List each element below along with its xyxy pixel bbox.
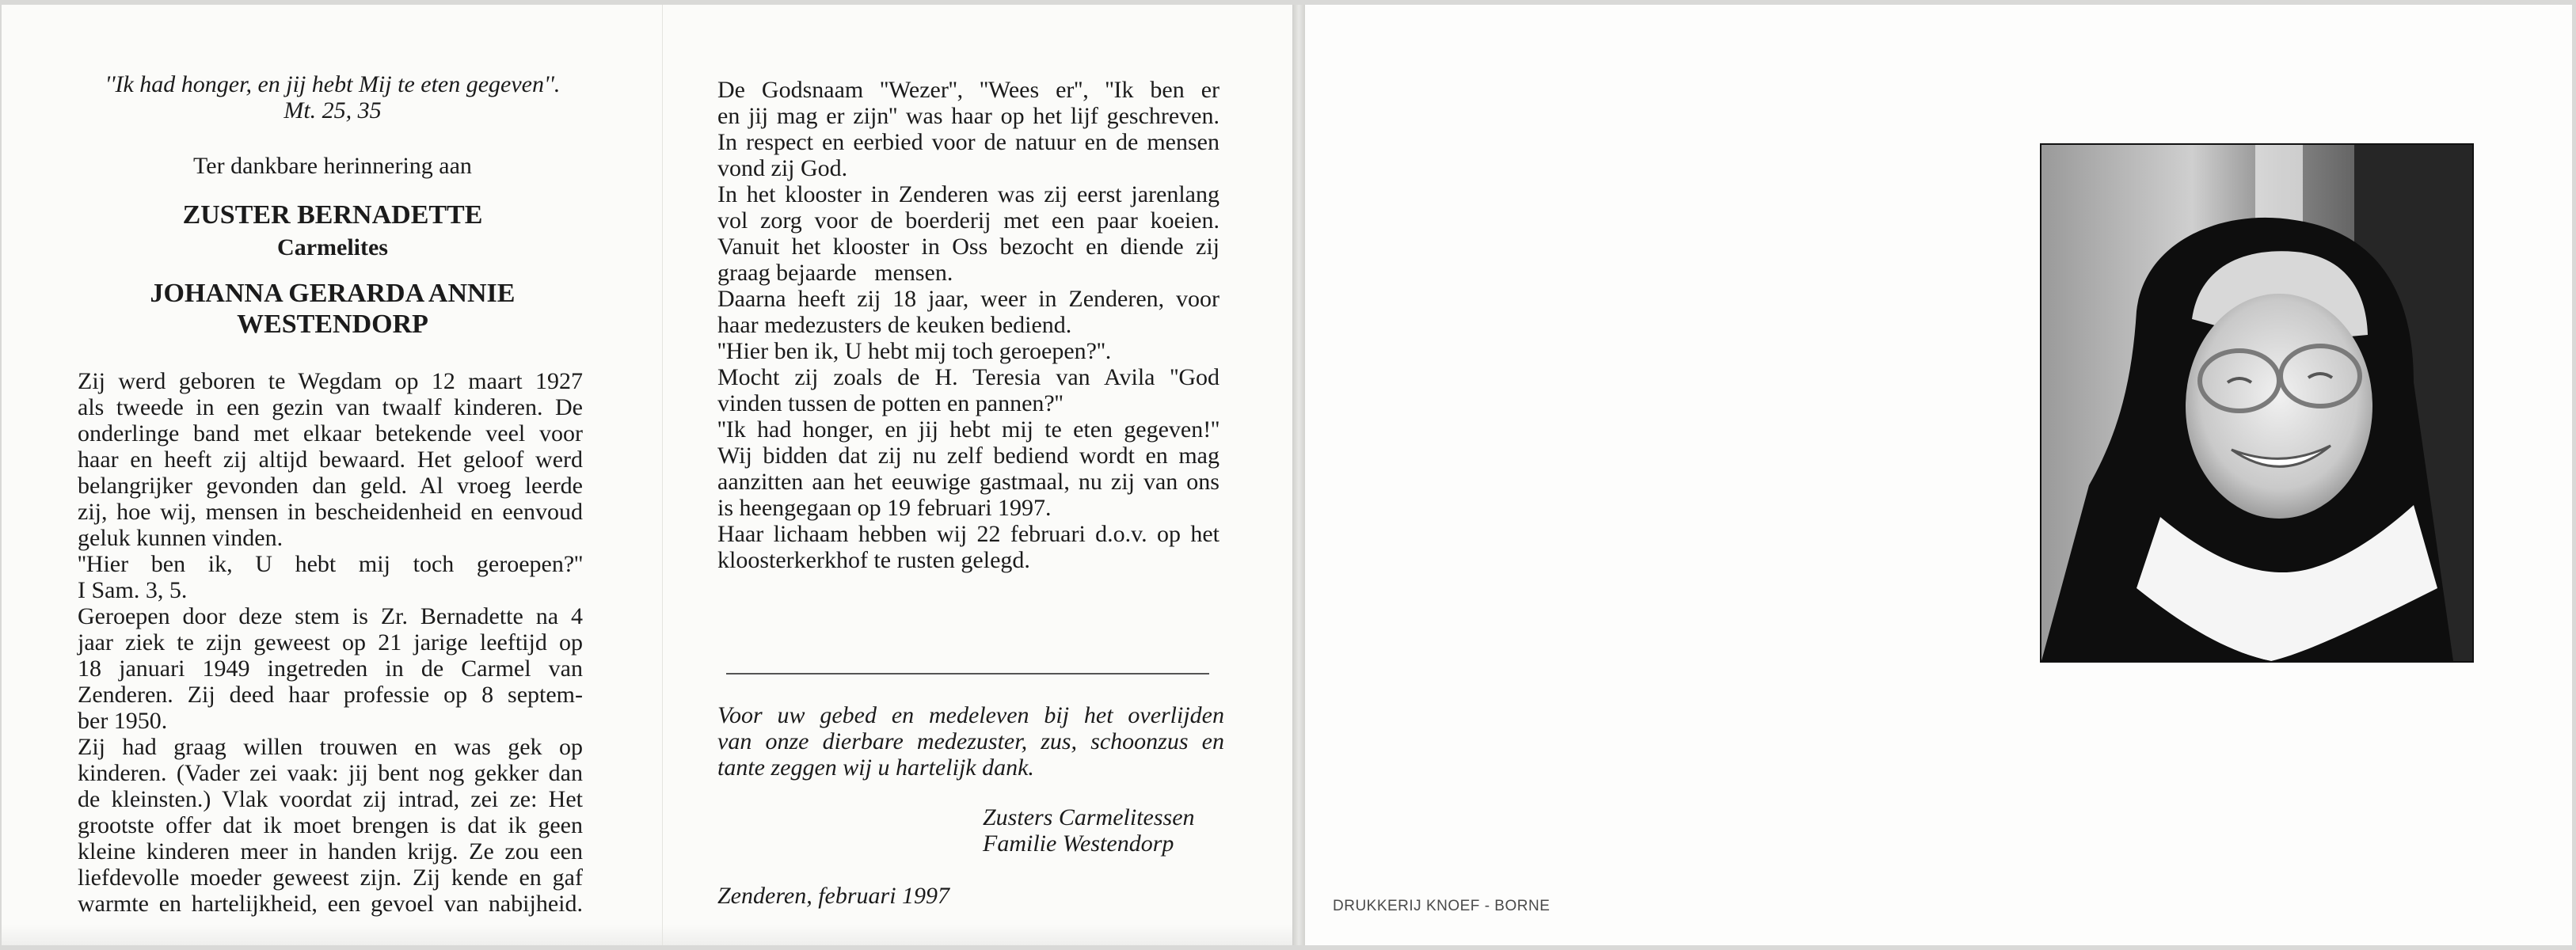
bio-line: vol zorg voor de boerderij met een paar koeien.: [717, 207, 1220, 234]
surname-line: WESTENDORP: [237, 310, 428, 339]
religious-name: ZUSTER BERNADETTE: [182, 200, 483, 230]
portrait-photo: [2040, 143, 2474, 663]
bio-line: de kleinsten.) Vlak voordat zij intrad, zei ze: Het: [78, 786, 583, 812]
bio-line: en jij mag er zijn'' was haar op het lijf geschreven.: [717, 103, 1220, 129]
bio-line: Vanuit het klooster in Oss bezocht en diende zij: [717, 234, 1220, 260]
bio-line: Mocht zij zoals de H. Teresia van Avila ''God: [717, 364, 1220, 390]
bio-line: In het klooster in Zenderen was zij eerst jarenlang: [717, 181, 1220, 207]
bio-line: als tweede in een gezin van twaalf kinderen. De: [78, 394, 583, 420]
quote-line: ''Ik had honger, en jij hebt Mij te eten gegeven''.: [105, 71, 561, 97]
bio-line: ber 1950.: [78, 708, 168, 734]
thanks-line: tante zeggen wij u hartelijk dank.: [717, 754, 1034, 781]
religious-order: Carmelites: [277, 234, 388, 260]
printer-credit: DRUKKERIJ KNOEF - BORNE: [1333, 898, 1551, 914]
thanks-line: Voor uw gebed en medeleven bij het overlijden: [717, 702, 1224, 728]
bio-line: aanzitten aan het eeuwige gastmaal, nu zij van ons: [717, 469, 1220, 495]
bio-line: kinderen. (Vader zei vaak: jij bent nog gekker dan: [78, 760, 583, 786]
bio-line: vond zij God.: [717, 155, 848, 181]
full-name-line: JOHANNA GERARDA ANNIE: [150, 279, 516, 308]
bio-line: haar medezusters de keuken bediend.: [717, 312, 1072, 338]
bio-line: Daarna heeft zij 18 jaar, weer in Zenderen, voor: [717, 286, 1220, 312]
signature-family: Familie Westendorp: [983, 830, 1174, 857]
bio-line: warmte en hartelijkheid, een gevoel van nabijheid.: [78, 891, 583, 917]
bio-line: geluk kunnen vinden.: [78, 525, 283, 551]
bio-line: ''Hier ben ik, U hebt mij toch geroepen?'': [78, 551, 583, 577]
bio-line: 18 januari 1949 ingetreden in de Carmel van: [78, 656, 583, 682]
bio-line: I Sam. 3, 5.: [78, 577, 188, 603]
bio-line: Geroepen door deze stem is Zr. Bernadette na 4: [78, 603, 583, 629]
bio-line: is heengegaan op 19 februari 1997.: [717, 495, 1052, 521]
bio-line: onderlinge band met elkaar betekende veel voor: [78, 420, 583, 446]
bio-line: haar en heeft zij altijd bewaard. Het geloof werd: [78, 446, 583, 473]
bible-quote: [71, 71, 594, 124]
bio-line: ''Hier ben ik, U hebt mij toch geroepen?''.: [717, 338, 1112, 364]
bio-line: kloosterkerkhof te rusten gelegd.: [717, 547, 1030, 573]
signature-sisters: Zusters Carmelitessen: [983, 804, 1195, 830]
bio-line: Zij werd geboren te Wegdam op 12 maart 1927: [78, 368, 583, 394]
place-and-date: Zenderen, februari 1997: [717, 883, 950, 909]
bio-line: In respect en eerbied voor de natuur en de mensen: [717, 129, 1220, 155]
bio-line: liefdevolle moeder geweest zijn. Zij kende en gaf: [78, 864, 583, 891]
bio-line: jaar ziek te zijn geweest op 21 jarige leeftijd op: [78, 629, 583, 656]
bio-line: grootste offer dat ik moet brengen is dat ik geen: [78, 812, 583, 838]
bio-line: Wij bidden dat zij nu zelf bediend wordt en mag: [717, 443, 1220, 469]
thank-you-note: [717, 702, 1224, 781]
bio-line: graag bejaarde mensen.: [717, 260, 953, 286]
bio-line: ''Ik had honger, en jij hebt mij te eten gegeven!'': [717, 416, 1220, 443]
biography-middle: [717, 77, 1220, 573]
biography-left: [78, 368, 583, 917]
portrait-illustration: [2041, 145, 2472, 661]
thanks-line: van onze dierbare medezuster, zus, schoonzus en: [717, 728, 1224, 754]
bio-line: Zenderen. Zij deed haar professie op 8 septem-: [78, 682, 583, 708]
separator-line: [726, 673, 1209, 674]
bio-line: belangrijker gevonden dan geld. Al vroeg leerde: [78, 473, 583, 499]
signatures: [983, 804, 1299, 857]
bio-line: vinden tussen de potten en pannen?'': [717, 390, 1064, 416]
bio-line: kleine kinderen meer in handen krijg. Ze zou een: [78, 838, 583, 864]
bio-line: De Godsnaam ''Wezer'', ''Wees er'', ''Ik ben er: [717, 77, 1220, 103]
full-name: [71, 278, 594, 340]
remembrance-intro: Ter dankbare herinnering aan: [193, 153, 472, 179]
quote-reference: Mt. 25, 35: [283, 97, 382, 124]
bio-line: Haar lichaam hebben wij 22 februari d.o.v. op het: [717, 521, 1220, 547]
bio-line: Zij had graag willen trouwen en was gek op: [78, 734, 583, 760]
bio-line: zij, hoe wij, mensen in bescheidenheid en eenvoud: [78, 499, 583, 525]
